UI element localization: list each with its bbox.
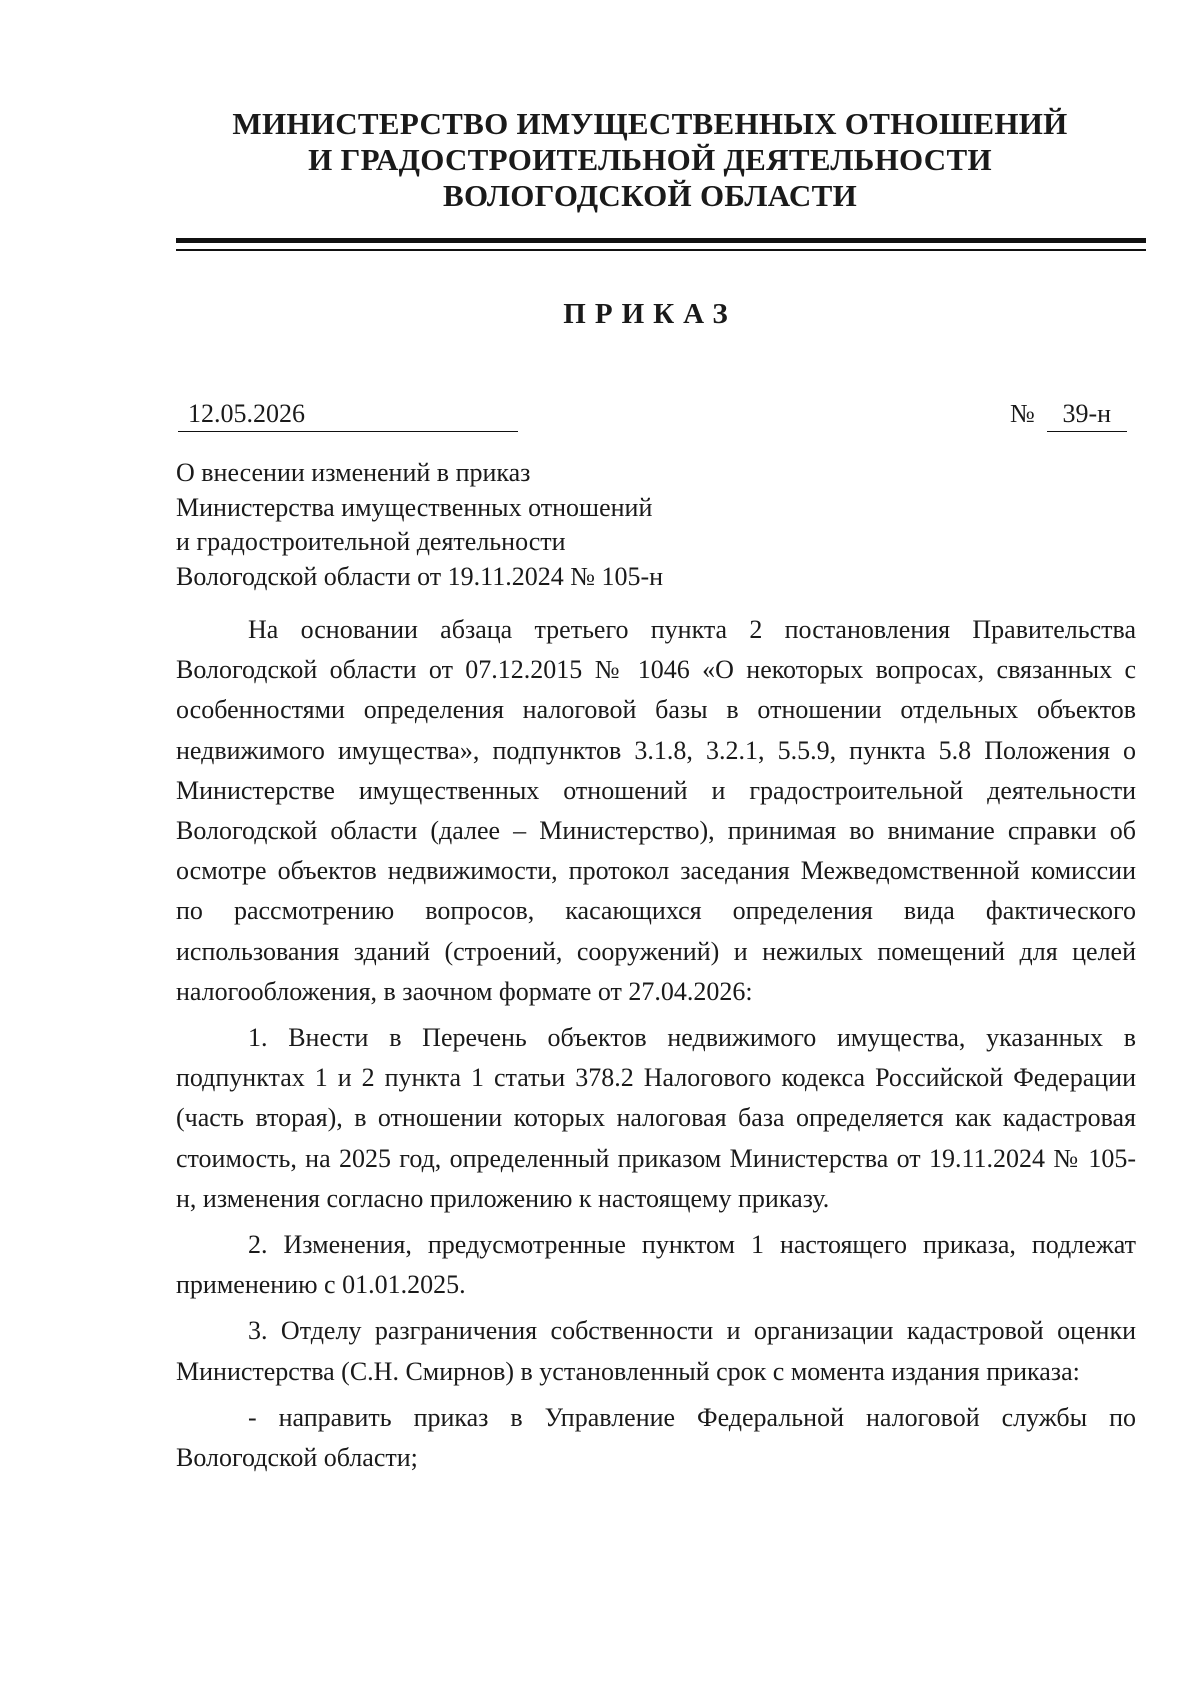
document-subject (176, 456, 796, 594)
item-3-subitem-1: - направить приказ в Управление Федеральной налоговой службы по Вологодской области; (176, 1402, 1136, 1473)
subject-line-1: О внесении изменений в приказ (176, 458, 531, 487)
org-name-line-1: МИНИСТЕРСТВО ИМУЩЕСТВЕННЫХ ОТНОШЕНИЙ (232, 106, 1068, 141)
subject-line-4: Вологодской области от 19.11.2024 № 105-н (176, 561, 664, 591)
item-3-paragraph: 3. Отделу разграничения собственности и организации кадастровой оценки Министерства (С.Н. Смирнов) в установленный срок с момента издания приказа: (176, 1316, 1136, 1386)
document-type-title: ПРИКАЗ (563, 298, 737, 330)
subject-line-3: и градостроительной деятельности (176, 527, 566, 556)
org-name-line-2: И ГРАДОСТРОИТЕЛЬНОЙ ДЕЯТЕЛЬНОСТИ (308, 142, 992, 177)
header-rule-thick (176, 238, 1146, 243)
preamble-paragraph: На основании абзаца третьего пункта 2 постановления Правительства Вологодской области от 07.12.2015 № 1046 «О некоторых вопросах, связанных с особенностями определения налоговой базы в отношении отдельных объектов недвижимого имущества», подпунктов 3.1.8, 3.2.1, 5.5.9, пункта 5.8 Положения о Министерстве имущественных отношений и градостроительной деятельности Вологодской области (далее – Министерство), принимая во внимание справки об осмотре объектов недвижимости, протокол заседания Межведомственной комиссии по рассмотрению вопросов, касающихся определения вида фактического использования зданий (строений, сооружений) и нежилых помещений для целей налогообложения, в заочном формате от 27.04.2026: (176, 615, 1136, 1006)
header-rule-thin (176, 249, 1146, 251)
subject-line-2: Министерства имущественных отношений (176, 492, 653, 522)
document-date: 12.05.2026 (178, 397, 518, 432)
number-sign: № (1010, 399, 1035, 428)
org-name-line-3: ВОЛОГОДСКОЙ ОБЛАСТИ (442, 178, 858, 213)
number-value: 39-н (1047, 397, 1127, 432)
item-2-paragraph: 2. Изменения, предусмотренные пунктом 1 настоящего приказа, подлежат применению с 01.01.2025. (176, 1230, 1136, 1300)
organization-header (150, 106, 1150, 214)
document-body (176, 610, 1136, 1478)
item-1-paragraph: 1. Внести в Перечень объектов недвижимого имущества, указанных в подпунктах 1 и 2 пункта 1 статьи 378.2 Налогового кодекса Российской Федерации (часть вторая), в отношении которых налоговая база определяется как кадастровая стоимость, на 2025 год, определенный приказом Министерства от 19.11.2024 № 105-н, изменения согласно приложению к настоящему приказу. (176, 1023, 1136, 1213)
document-number (1010, 397, 1127, 432)
